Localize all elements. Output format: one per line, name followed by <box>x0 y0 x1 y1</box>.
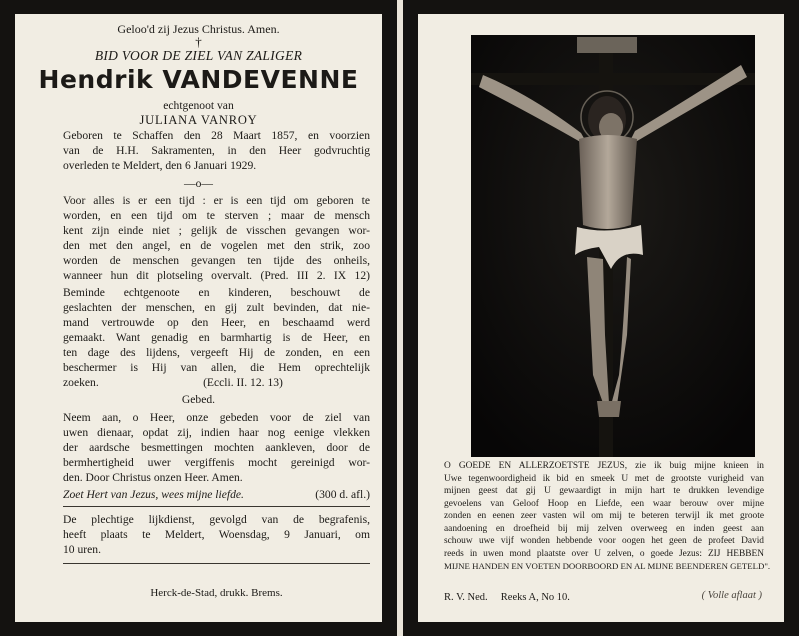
scripture-line: Voor alles is er een tijd : er is een tijd om geboren te <box>63 194 370 207</box>
cross-symbol: † <box>195 34 202 49</box>
bid-line: BID VOOR DE ZIEL VAN ZALIGER <box>94 48 303 63</box>
prayer-line: reeds in uwen mond plaatste over U zelven, o goede Jezus: ZIJ HEBBEN <box>444 548 764 559</box>
deceased-name: Hendrik VANDEVENNE <box>38 65 359 94</box>
scripture-line: ten dage des lijdens, vergeeft Hij de zonden, en een <box>63 346 370 359</box>
memorial-card-text-side <box>0 0 397 636</box>
prayer-line: zonden en eenen zeer vasten wil om mij te beteren terwijl ik met groote <box>444 511 764 521</box>
prayer-line: Uwe tegenwoordigheid ik bid en smeek U met de grootste vurigheid van <box>444 473 764 484</box>
separator: —o— <box>184 177 213 190</box>
scripture-line: mand vertrouwde op den Heer, en beschaamd werd <box>63 316 370 329</box>
bio-line: Geboren te Schaffen den 28 Maart 1857, en voorzien <box>63 129 370 142</box>
indulgence-days: (300 d. afl.) <box>315 488 370 501</box>
prayer-line: O GOEDE EN ALLERZOETSTE JEZUS, zie ik buig mijne knieen in <box>444 461 764 471</box>
prayer-line: aandoening en droefheid bij mij zelven overweeg en inden geest aan <box>444 523 764 534</box>
divider <box>63 506 370 507</box>
memorial-card-image-side <box>403 0 799 636</box>
scripture-line: den met den angel, en de vogelen met den strik, zoo <box>63 239 370 252</box>
prayer-line: uwen dienaar, opdat zij, indien haar nog eenige vlekken <box>63 426 370 439</box>
bio-line: van de H.H. Sakramenten, in den Heer godvruchtig <box>63 144 370 157</box>
printer-line: Herck-de-Stad, drukk. Brems. <box>150 587 283 599</box>
bio-line: overleden te Meldert, den 6 Januari 1929. <box>63 159 257 172</box>
right-card-paper <box>418 14 784 622</box>
scripture-line: gemaakt. Want genadig en barmhartig is de Heer, en <box>63 331 370 344</box>
scripture-line: kent zijn einde niet ; gelijk de visschen gevangen wor- <box>63 224 370 237</box>
scripture-line: worden de menschen gevangen ten tijde des onheils, <box>63 254 370 267</box>
scripture-line: geslachten der menschen, en gij zult bevinden, dat nie- <box>63 301 370 314</box>
indulgence-text: Zoet Hert van Jezus, wees mijne liefde. <box>63 488 244 501</box>
prayer-line: der aardsche besmettingen mochten aankleven, door de <box>63 441 370 454</box>
prayer-title: Gebed. <box>181 393 216 406</box>
scripture-line: worden, en een tijd om te sterven ; maar de mensch <box>63 209 370 222</box>
prayer-line: bermhertigheid uwer vergiffenis mocht gereinigd wor- <box>63 456 370 469</box>
funeral-line: heeft plaats te Meldert, Woensdag, 9 Januari, om <box>63 528 370 541</box>
funeral-line: 10 uren. <box>63 543 101 556</box>
scripture-line: wanneer hun dit plotseling overvalt. (Pred. III 2. IX 12) <box>63 269 370 282</box>
scripture-line: beschermer is Hij van allen, die Hem oprechtelijk <box>63 361 370 374</box>
prayer-line: Neem aan, o Heer, onze gebeden voor de ziel van <box>63 411 370 424</box>
header-line: Geloo'd zij Jezus Christus. Amen. <box>117 22 280 36</box>
prayer-line: den. Door Christus onzen Heer. Amen. <box>63 471 243 484</box>
handwritten-note: ( Volle aflaat ) <box>701 590 762 601</box>
prayer-line: schouw uwe vijf wonden hebbende voor oogen het geen de profeet David <box>444 536 764 546</box>
spouse-intro: echtgenoot van <box>163 99 234 112</box>
feet <box>597 401 621 417</box>
funeral-line: De plechtige lijkdienst, gevolgd van de begrafenis, <box>63 513 370 526</box>
scripture-line: zoeken. (Eccli. II. 12. 13) <box>63 376 283 389</box>
left-card-paper <box>15 14 382 622</box>
prayer-line: mijnen geest dat gij U gewaardigt in mijn hart te drukken levendige <box>444 486 764 496</box>
crucifixion-image <box>471 35 755 457</box>
prayer-line: MIJNE HANDEN EN VOETEN DOORBOORD EN AL MIJNE BEENDEREN GETELD". <box>444 561 771 571</box>
scripture-line: Beminde echtgenoote en kinderen, beschouwt de <box>63 286 370 299</box>
prayer-line: gevoelens van Geloof Hoop en Liefde, een waar berouw over mijne <box>444 498 764 509</box>
torso <box>579 135 637 229</box>
divider <box>63 563 370 564</box>
series-footer: R. V. Ned. Reeks A, No 10. <box>444 592 570 603</box>
spouse-name: JULIANA VANROY <box>139 113 258 127</box>
inri-plaque <box>577 37 637 53</box>
crucifix-illustration <box>471 35 755 457</box>
